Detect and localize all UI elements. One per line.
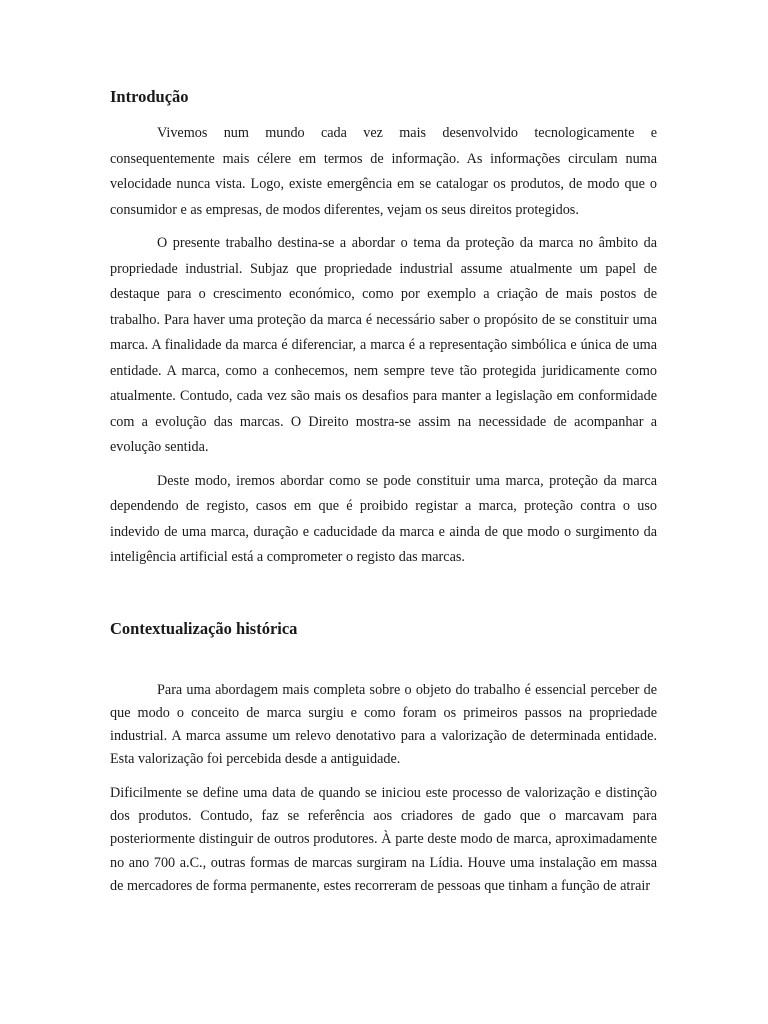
introduction-paragraph-3: Deste modo, iremos abordar como se pode constituir uma marca, proteção da marca dependendo de registo, casos em que é proibido registar a marca, proteção contra o uso indevido de uma marca, duração e caducidade da marca e ainda de que modo o surgimento da inteligência artificial está a comprometer o registo das marcas.: [110, 472, 657, 565]
introduction-paragraph-1: Vivemos num mundo cada vez mais desenvolvido tecnologicamente e consequentemente mais célere em termos de informação. As informações circulam numa velocidade nunca vista. Logo, existe emergência em se catalogar os produtos, de modo que o consumidor e as empresas, de modos diferentes, vejam os seus direitos protegidos.: [110, 125, 657, 218]
document-page: [110, 86, 657, 898]
section-heading-historical-context: Contextualização histórica: [110, 618, 298, 638]
historical-context-paragraph-2: Dificilmente se define uma data de quando se iniciou este processo de valorização e distinção dos produtos. Contudo, faz se referência aos criadores de gado que o marcavam para posteriormente distinguir de outros produtores. À parte deste modo de marca, aproximadamente no ano 700 a.C., outras formas de marcas surgiram na Lídia. Houve uma instalação em massa de mercadores de forma permanente, estes recorreram de pessoas que tinham a função de atrair: [110, 784, 657, 894]
historical-context-paragraph-1: Para uma abordagem mais completa sobre o objeto do trabalho é essencial perceber de que modo o conceito de marca surgiu e como foram os primeiros passos na propriedade industrial. A marca assume um relevo denotativo para a valorização de determinada entidade. Esta valorização foi percebida desde a antiguidade.: [110, 681, 657, 768]
section-heading-introduction: Introdução: [110, 87, 189, 106]
introduction-paragraph-2: O presente trabalho destina-se a abordar o tema da proteção da marca no âmbito da propriedade industrial. Subjaz que propriedade industrial assume atualmente um papel de destaque para o crescimento económico, como por exemplo a criação de mais postos de trabalho. Para haver uma proteção da marca é necessário saber o propósito de se constituir uma marca. A finalidade da marca é diferenciar, a marca é a representação simbólica e única de uma entidade. A marca, como a conhecemos, nem sempre teve tão protegida juridicamente como atualmente. Contudo, cada vez são mais os desafios para manter a legislação em conformidade com a evolução das marcas. O Direito mostra-se assim na necessidade de acompanhar a evolução sentida.: [110, 235, 657, 455]
